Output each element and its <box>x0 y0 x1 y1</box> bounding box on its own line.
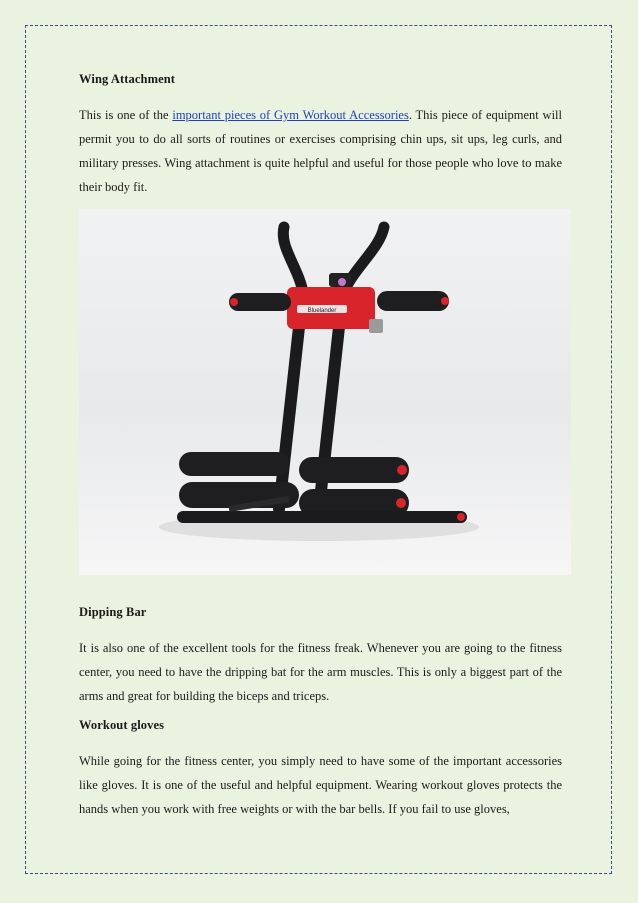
brand-label: Bluelander <box>307 308 337 314</box>
section-workout-gloves <box>79 718 562 733</box>
ab-machine-illustration <box>79 209 571 575</box>
wing-rest-text: . This piece of equipment will permit you to do all sorts of routines or exercises comprising chin ups, sit ups, leg curls, and military presses. Wing attachment is quite helpful and useful for those people who love to make their body fit. <box>79 108 562 194</box>
wing-attachment-heading: Wing Attachment <box>79 72 176 86</box>
section-wing-attachment <box>79 72 562 87</box>
dipping-bar-text: It is also one of the excellent tools for the fitness freak. Whenever you are going to the fitness center, you need to have the dripping bat for the arm muscles. This is only a biggest part of the arms and great for building the biceps and triceps. <box>79 641 562 703</box>
wing-intro-text: This is one of the <box>79 108 173 122</box>
section-dipping-bar <box>79 605 562 620</box>
workout-gloves-heading: Workout gloves <box>79 718 165 732</box>
gym-accessories-link[interactable]: important pieces of Gym Workout Accessories <box>172 108 409 122</box>
dipping-bar-paragraph <box>79 636 562 708</box>
workout-gloves-paragraph <box>79 749 562 821</box>
workout-gloves-text: While going for the fitness center, you simply need to have some of the important accessories like gloves. It is one of the useful and helpful equipment. Wearing workout gloves protects the hands when you work with free weights or with the bar bells. If you fail to use gloves, <box>79 754 562 816</box>
wing-attachment-paragraph <box>79 103 562 199</box>
ab-machine-image <box>79 209 571 575</box>
dipping-bar-heading: Dipping Bar <box>79 605 147 619</box>
